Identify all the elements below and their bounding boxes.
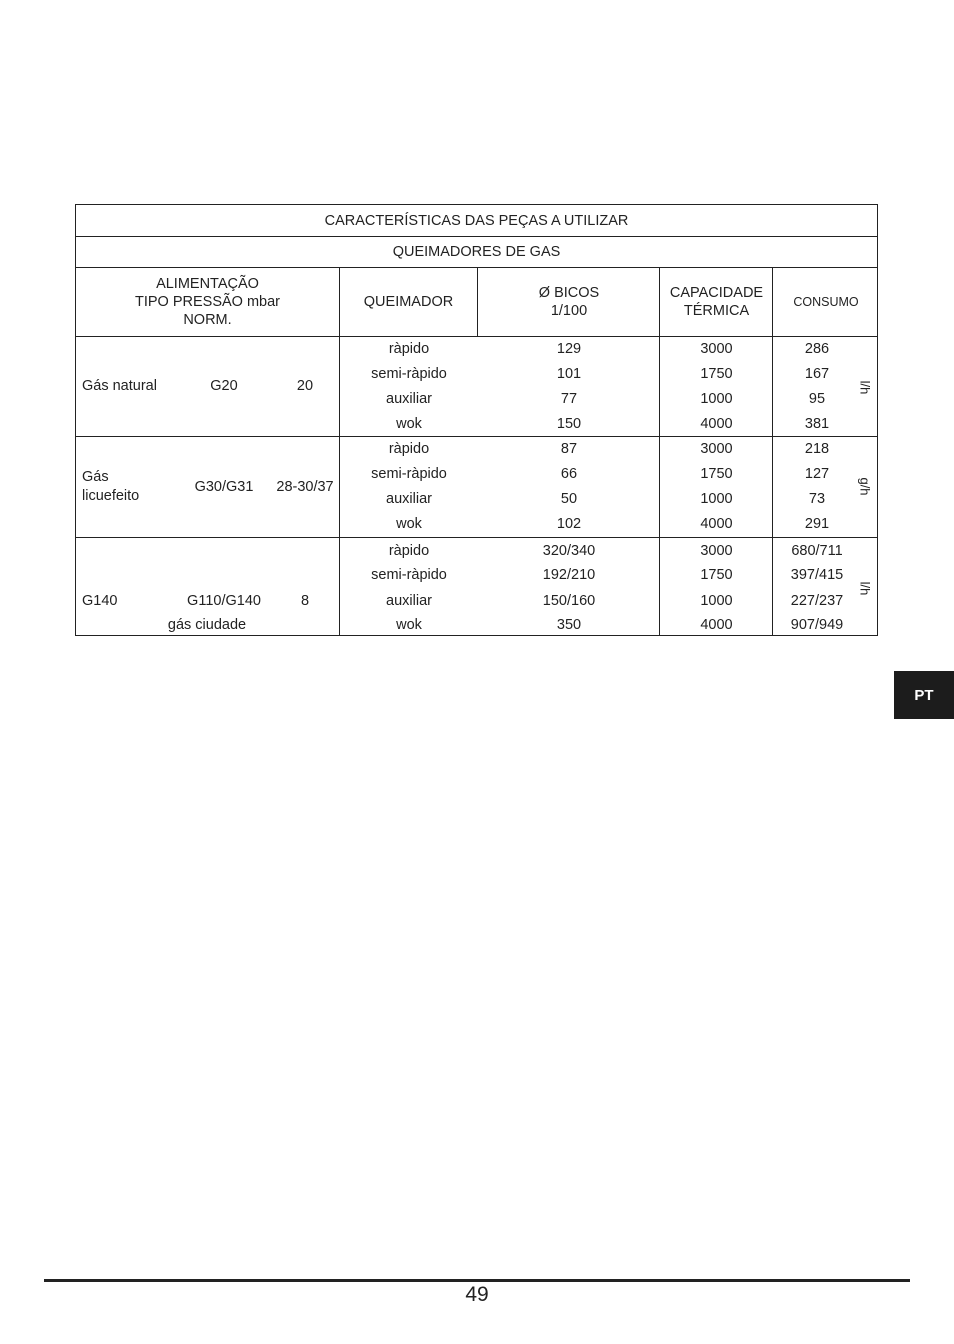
bicos-value: 50	[560, 491, 578, 507]
bicos-value: 150	[556, 416, 582, 432]
group-name: Gás natural	[82, 378, 157, 394]
group-gas-licuefeito	[76, 436, 877, 538]
capacity-value: 3000	[700, 441, 733, 457]
burner-name: ràpido	[388, 543, 430, 559]
language-tab-pt: PT	[894, 671, 954, 719]
capacity-value: 1750	[700, 366, 733, 382]
header-alimentacao-line2: TIPO PRESSÃO mbar	[134, 293, 281, 310]
bicos-value: 150/160	[542, 593, 596, 609]
group-pressure: 8	[300, 593, 310, 609]
header-queimador: QUEIMADOR	[363, 293, 454, 310]
burner-name: semi-ràpido	[371, 466, 447, 482]
bicos-value: 66	[560, 466, 578, 482]
header-bicos: Ø BICOS 1/100	[538, 284, 600, 319]
header-alimentacao	[76, 267, 339, 336]
consumo-value: 73	[808, 491, 826, 507]
burner-name: semi-ràpido	[371, 567, 447, 583]
consumo-value: 381	[804, 416, 830, 432]
group-gas-ciudade	[76, 537, 877, 635]
header-consumo: CONSUMO	[793, 294, 859, 309]
gas-burner-table	[75, 204, 878, 636]
consumo-value: 397/415	[790, 567, 844, 583]
capacity-value: 4000	[700, 617, 733, 633]
unit-label: l/h	[857, 581, 873, 596]
group-name: Gás	[82, 469, 109, 485]
consumo-value: 127	[804, 466, 830, 482]
consumo-value: 680/711	[791, 543, 843, 559]
consumo-value: 227/237	[790, 593, 844, 609]
burner-name: semi-ràpido	[371, 366, 447, 382]
group-name: G140	[82, 593, 118, 609]
capacity-value: 3000	[700, 543, 733, 559]
burner-name: auxiliar	[386, 593, 432, 609]
unit-label: l/h	[857, 380, 873, 395]
table-title: CARACTERÍSTICAS DAS PEÇAS A UTILIZAR	[324, 212, 629, 229]
capacity-value: 3000	[700, 341, 733, 357]
group-name-line2: licuefeito	[82, 488, 140, 504]
group-type: G30/G31	[194, 479, 254, 495]
capacity-value: 1000	[700, 491, 733, 507]
group-pressure: 20	[296, 378, 314, 394]
bicos-value: 87	[560, 441, 578, 457]
burner-name: auxiliar	[386, 491, 432, 507]
capacity-value: 1750	[700, 466, 733, 482]
header-alimentacao-line3: NORM.	[183, 311, 232, 328]
group-pressure: 28-30/37	[276, 479, 334, 495]
burner-name: ràpido	[388, 341, 430, 357]
bicos-value: 350	[556, 617, 582, 633]
bicos-value: 101	[556, 366, 582, 382]
bicos-value: 77	[560, 391, 578, 407]
capacity-value: 4000	[700, 516, 733, 532]
bicos-value: 129	[556, 341, 582, 357]
table-subtitle: QUEIMADORES DE GAS	[392, 243, 561, 260]
group-type: G20	[210, 378, 238, 394]
unit-label: g/h	[857, 477, 873, 496]
group-gas-natural	[76, 336, 877, 437]
consumo-value: 167	[804, 366, 830, 382]
consumo-value: 907/949	[790, 617, 844, 633]
burner-name: wok	[396, 516, 422, 532]
footer-rule	[44, 1279, 910, 1282]
header-capacidade: CAPACIDADE TÉRMICA	[669, 284, 764, 319]
bicos-value: 320/340	[542, 543, 596, 559]
capacity-value: 4000	[700, 416, 733, 432]
consumo-value: 95	[808, 391, 826, 407]
capacity-value: 1000	[700, 391, 733, 407]
page-number: 49	[465, 1283, 489, 1306]
burner-name: wok	[396, 617, 422, 633]
consumo-value: 286	[804, 341, 830, 357]
consumo-value: 291	[804, 516, 830, 532]
header-alimentacao-line1: ALIMENTAÇÃO	[156, 275, 259, 292]
burner-name: auxiliar	[386, 391, 432, 407]
burner-name: wok	[396, 416, 422, 432]
capacity-value: 1750	[700, 567, 733, 583]
burner-name: ràpido	[388, 441, 430, 457]
group-note: gás ciudade	[167, 617, 247, 633]
group-type: G110/G140	[187, 593, 261, 609]
consumo-value: 218	[804, 441, 830, 457]
capacity-value: 1000	[700, 593, 733, 609]
bicos-value: 102	[556, 516, 582, 532]
bicos-value: 192/210	[542, 567, 596, 583]
table-title-row	[76, 205, 877, 237]
table-header-row	[76, 267, 877, 337]
table-subtitle-row	[76, 236, 877, 268]
